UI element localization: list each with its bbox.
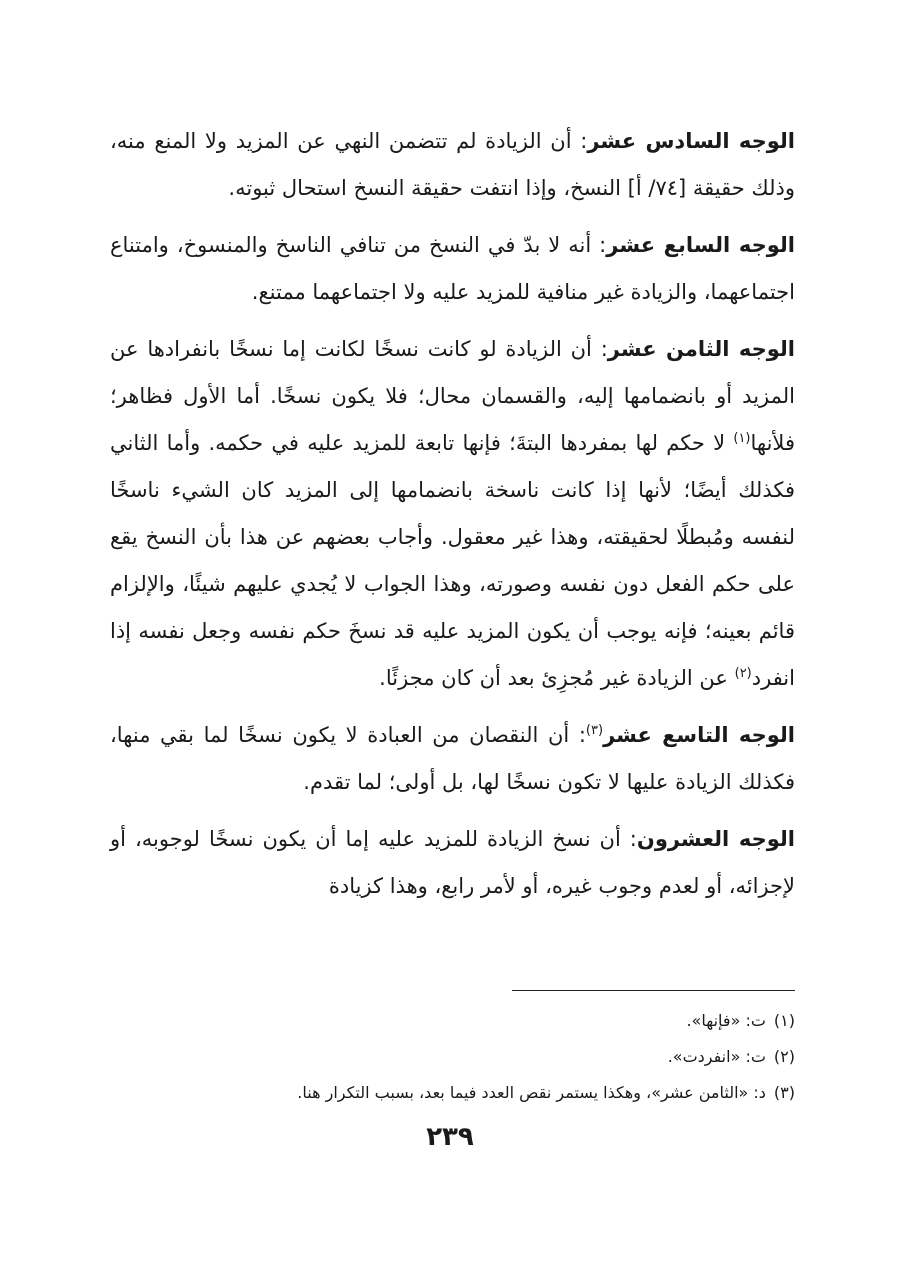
paragraph-17 [110, 222, 795, 316]
section-heading: الوجه السادس عشر [587, 129, 795, 153]
paragraph-text: لا حكم لها بمفردها البتةَ؛ فإنها تابعة للمزيد عليه في حكمه. وأما الثاني فكذلك أيضًا؛ لأنها إذا كانت ناسخة بانضمامها إلى المزيد كان الشيء ناسخًا لنفسه ومُبطلًا لحقيقته، وهذا غير معقول. وأجاب بعضهم عن هذا بأن النسخ يقع على حكم الفعل دون نفسه وصورته، وهذا الجواب لا يُجدي عليهم شيئًا، والإلزام قائم بعينه؛ فإنه يوجب أن يكون المزيد عليه قد نسخَ حكم نفسه وجعل نفسه إذا انفرد [110, 431, 795, 690]
paragraph-text: عن الزيادة غير مُجزِئ بعد أن كان مجزئًا. [379, 666, 735, 690]
paragraph-text: : أن النقصان من العبادة لا يكون نسخًا لما بقي منها، فكذلك الزيادة عليها لا تكون نسخًا لها، بل أولى؛ لما تقدم. [110, 723, 795, 794]
section-heading: الوجه الثامن عشر [607, 337, 795, 361]
footnote-3 [110, 1075, 795, 1111]
footnote-ref-2[interactable]: (٢) [734, 666, 752, 681]
paragraph-20 [110, 816, 795, 910]
footnote-text: د: «الثامن عشر»، وهكذا يستمر نقص العدد فيما بعد، بسبب التكرار هنا. [297, 1083, 766, 1102]
paragraph-text: : أن الزيادة لم تتضمن النهي عن المزيد ولا المنع منه، وذلك حقيقة [٧٤/ أ] النسخ، وإذا انتفت حقيقة النسخ استحال ثبوته. [110, 129, 795, 200]
section-heading: الوجه التاسع عشر [603, 723, 795, 747]
footnote-1 [110, 1003, 795, 1039]
paragraph-text: : أنه لا بدّ في النسخ من تنافي الناسخ والمنسوخ، وامتناع اجتماعهما، والزيادة غير منافية للمزيد عليه ولا اجتماعهما ممتنع. [110, 233, 795, 304]
footnote-number: (٣) [773, 1083, 795, 1102]
section-heading: الوجه السابع عشر [606, 233, 795, 257]
paragraph-16 [110, 118, 795, 212]
footnotes [110, 1003, 795, 1111]
paragraph-18 [110, 326, 795, 702]
footnote-ref-3[interactable]: (٣) [585, 723, 604, 738]
main-text [110, 118, 795, 920]
footnote-number: (٢) [773, 1047, 795, 1066]
paragraph-text: : أن نسخ الزيادة للمزيد عليه إما أن يكون نسخًا لوجوبه، أو لإجزائه، أو لعدم وجوب غيره، أو لأمر رابع، وهذا كزيادة [110, 827, 795, 898]
paragraph-text: : أن الزيادة لو كانت نسخًا لكانت إما نسخًا بانفرادها عن المزيد أو بانضمامها إليه، والقسمان محال؛ فلا يكون نسخًا. أما الأول فظاهر؛ فلأنها [110, 337, 795, 455]
footnote-ref-1[interactable]: (١) [733, 431, 751, 446]
footnote-2 [110, 1039, 795, 1075]
footnote-divider [512, 990, 795, 991]
page-number: ٢٣٩ [426, 1122, 474, 1152]
footnote-number: (١) [773, 1011, 795, 1030]
paragraph-19 [110, 712, 795, 806]
footnote-text: ت: «فإنها». [686, 1011, 766, 1030]
footnote-text: ت: «انفردت». [667, 1047, 766, 1066]
section-heading: الوجه العشرون [636, 827, 795, 851]
